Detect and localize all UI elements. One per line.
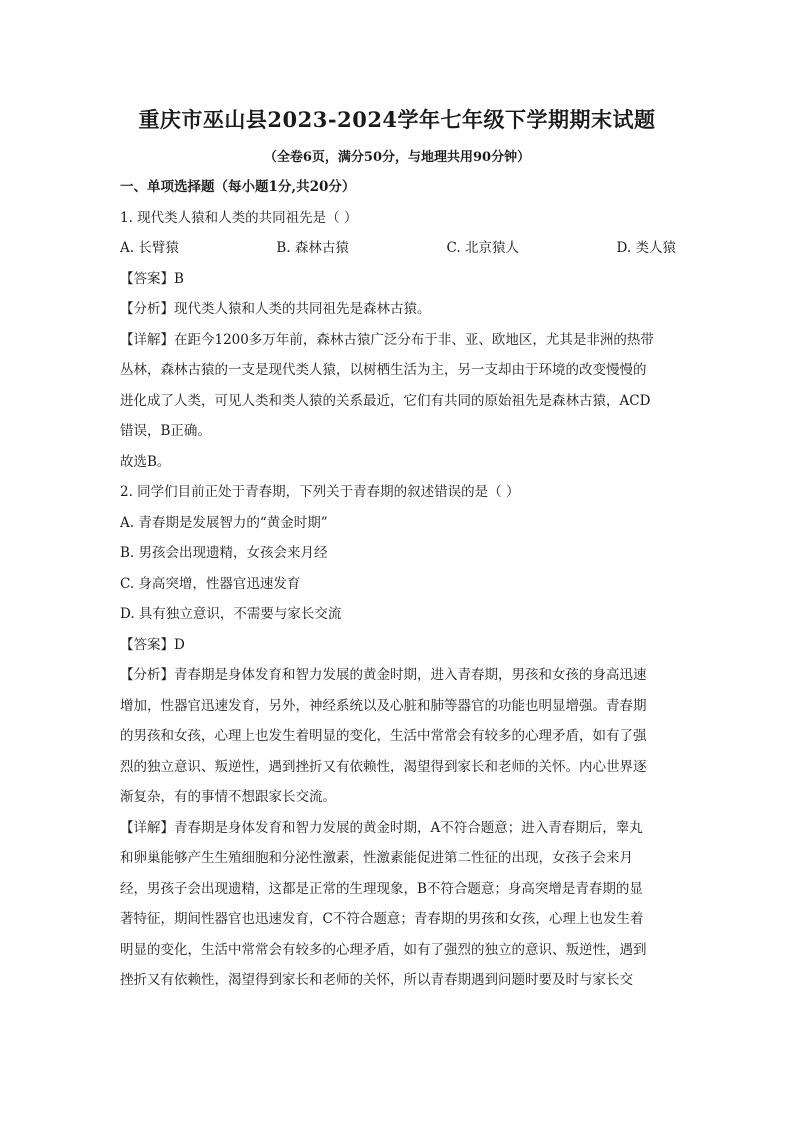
page-title: 重庆市巫山县2023-2024学年七年级下学期期末试题 — [138, 107, 656, 132]
q2-option-b: B. 男孩会出现遗精，女孩会来月经 — [120, 545, 328, 561]
question-2-analysis-line: 烈的独立意识、叛逆性，遇到挫折又有依赖性，渴望得到家长和老师的关怀。内心世界逐 — [120, 758, 647, 775]
question-2-analysis-line: 【分析】青春期是身体发育和智力发展的黄金时期，进入青春期，男孩和女孩的身高迅速 — [120, 667, 647, 683]
q2-option-d: D. 具有独立意识，不需要与家长交流 — [120, 606, 342, 622]
question-2-detail-line: 经，男孩子会出现遗精，这都是正常的生理现象，B不符合题意；身高突增是青春期的显 — [120, 880, 643, 897]
question-1-analysis: 【分析】现代类人猿和人类的共同祖先是森林古猿。 — [120, 301, 431, 317]
section-heading: 一、单项选择题（每小题1分,共20分） — [120, 179, 356, 195]
question-2-stem: 2. 同学们目前正处于青春期，下列关于青春期的叙述错误的是（ ） — [120, 484, 520, 500]
question-2-analysis-line: 渐复杂，有的事情不想跟家长交流。 — [120, 789, 336, 805]
q1-option-d: D. 类人猿 — [616, 240, 676, 256]
page-subtitle: （全卷6页，满分50分，与地理共用90分钟） — [263, 150, 531, 165]
q1-option-b: B. 森林古猿 — [276, 240, 349, 256]
question-2-detail-line: 和卵巢能够产生生殖细胞和分泌性激素，性激素能促进第二性征的出现，女孩子会来月 — [120, 850, 633, 866]
question-1-options — [120, 233, 676, 264]
question-1-stem: 1. 现代类人猿和人类的共同祖先是（ ） — [120, 209, 358, 226]
question-2-analysis-line: 的男孩和女孩，心理上也发生着明显的变化，生活中常常会有较多的心理矛盾，如有了强 — [120, 728, 647, 744]
question-2-detail-line: 明显的变化，生活中常常会有较多的心理矛盾，如有了强烈的独立的意识、叛逆性，遇到 — [120, 941, 647, 958]
question-2-detail-line: 挫折又有依赖性，渴望得到家长和老师的关怀，所以青春期遇到问题时要及时与家长交 — [120, 972, 633, 988]
question-2-analysis-line: 增加，性器官迅速发育，另外，神经系统以及心脏和肺等器官的功能也明显增强。青春期 — [120, 697, 647, 714]
question-1-conclusion: 故选B。 — [120, 453, 171, 470]
q2-option-c: C. 身高突增，性器官迅速发育 — [120, 575, 301, 592]
question-1-answer: 【答案】B — [120, 270, 184, 287]
question-1-detail-line: 错误，B正确。 — [120, 423, 211, 439]
q2-option-a: A. 青春期是发展智力的“黄金时期” — [120, 514, 328, 531]
q1-option-a: A. 长臂猿 — [120, 240, 179, 256]
question-2-answer: 【答案】D — [120, 636, 185, 653]
q1-option-c: C. 北京猿人 — [446, 240, 519, 256]
question-2-detail-line: 【详解】青春期是身体发育和智力发展的黄金时期，A不符合题意；进入青春期后，睾丸 — [120, 819, 643, 836]
question-1-detail-line: 丛林，森林古猿的一支是现代类人猿，以树栖生活为主，另一支却由于环境的改变慢慢的 — [120, 362, 647, 378]
question-1-detail-line: 进化成了人类，可见人类和类人猿的关系最近，它们有共同的原始祖先是森林古猿，ACD — [120, 392, 651, 409]
question-1-detail-line: 【详解】在距今1200多万年前，森林古猿广泛分布于非、亚、欧地区，尤其是非洲的热带 — [120, 331, 654, 348]
document-content — [120, 172, 676, 996]
question-2-detail-line: 著特征，期间性器官也迅速发育，C不符合题意；青春期的男孩和女孩，心理上也发生着 — [120, 911, 644, 927]
